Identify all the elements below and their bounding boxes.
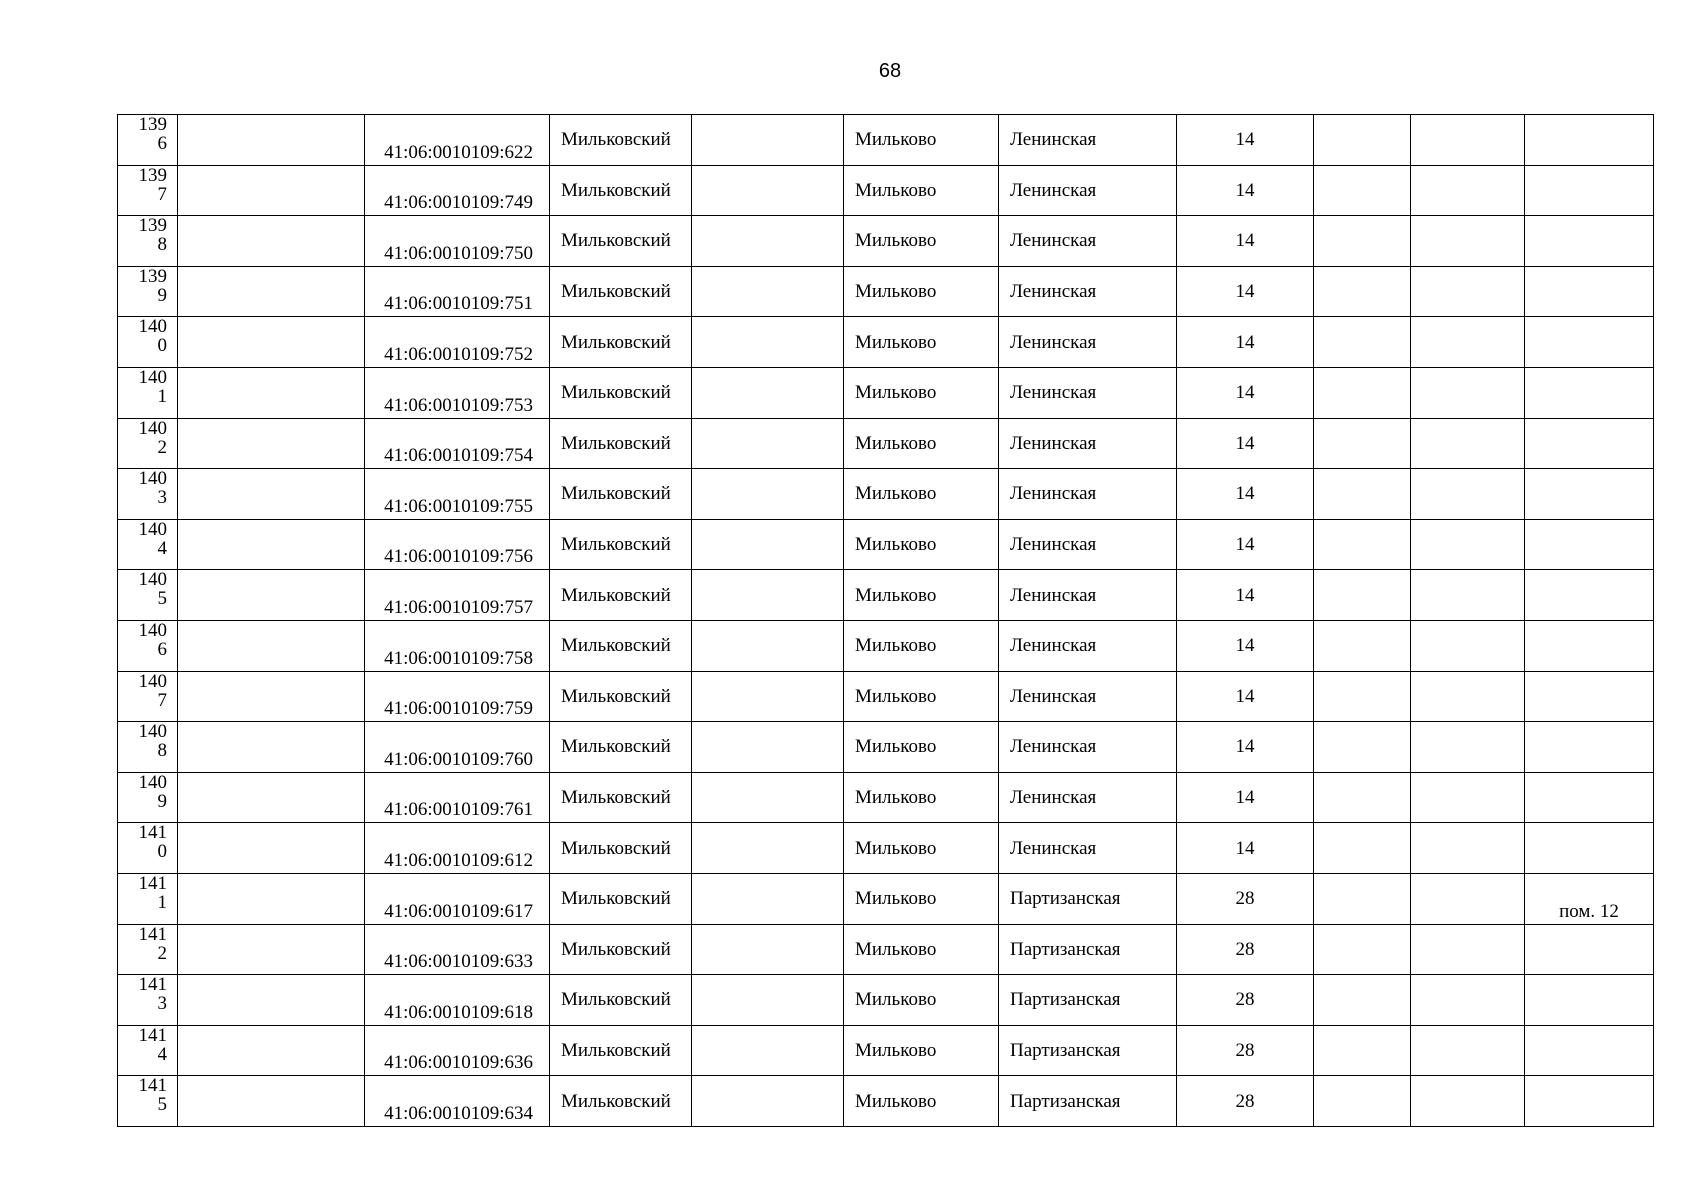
district-cell: Мильковский — [550, 469, 692, 520]
table-row — [118, 165, 1654, 216]
table-row — [118, 772, 1654, 823]
cadastral-number-cell: 41:06:0010109:761 — [365, 772, 550, 823]
cadastral-number-cell: 41:06:0010109:617 — [365, 873, 550, 924]
empty-cell — [178, 924, 365, 975]
district-cell: Мильковский — [550, 873, 692, 924]
empty-cell — [178, 418, 365, 469]
empty-cell — [178, 367, 365, 418]
row-number-top: 140 — [138, 772, 167, 793]
cadastral-number-cell: 41:06:0010109:756 — [365, 519, 550, 570]
street-cell: Ленинская — [999, 165, 1177, 216]
row-number-cell — [118, 924, 178, 975]
cadastral-number-cell: 41:06:0010109:633 — [365, 924, 550, 975]
empty-cell — [1314, 975, 1411, 1026]
row-number-bottom: 7 — [157, 183, 167, 205]
empty-cell — [692, 873, 844, 924]
house-number-cell: 14 — [1177, 823, 1314, 874]
street-cell: Ленинская — [999, 620, 1177, 671]
empty-cell — [178, 469, 365, 520]
room-cell — [1525, 1025, 1654, 1076]
empty-cell — [178, 1076, 365, 1127]
row-number-cell — [118, 873, 178, 924]
table-row — [118, 873, 1654, 924]
table-row — [118, 266, 1654, 317]
table-row — [118, 317, 1654, 368]
empty-cell — [1314, 165, 1411, 216]
district-cell: Мильковский — [550, 519, 692, 570]
empty-cell — [692, 1076, 844, 1127]
locality-cell: Мильково — [844, 620, 999, 671]
empty-cell — [692, 367, 844, 418]
locality-cell: Мильково — [844, 772, 999, 823]
table-row — [118, 1076, 1654, 1127]
row-number-bottom: 2 — [157, 436, 167, 458]
house-number-cell: 14 — [1177, 519, 1314, 570]
empty-cell — [692, 115, 844, 166]
row-number-top: 140 — [138, 418, 167, 439]
table-row — [118, 1025, 1654, 1076]
empty-cell — [692, 722, 844, 773]
district-cell: Мильковский — [550, 1025, 692, 1076]
district-cell: Мильковский — [550, 266, 692, 317]
house-number-cell: 28 — [1177, 975, 1314, 1026]
row-number-top: 141 — [138, 1075, 167, 1097]
room-cell — [1525, 216, 1654, 267]
house-number-cell: 14 — [1177, 620, 1314, 671]
table-row — [118, 722, 1654, 773]
street-cell: Ленинская — [999, 216, 1177, 267]
empty-cell — [1411, 671, 1525, 722]
room-cell — [1525, 924, 1654, 975]
house-number-cell: 14 — [1177, 367, 1314, 418]
empty-cell — [1411, 873, 1525, 924]
row-number-cell — [118, 266, 178, 317]
empty-cell — [1314, 1076, 1411, 1127]
empty-cell — [1314, 823, 1411, 874]
cadastral-number-cell: 41:06:0010109:622 — [365, 115, 550, 166]
empty-cell — [178, 165, 365, 216]
empty-cell — [178, 823, 365, 874]
street-cell: Ленинская — [999, 418, 1177, 469]
empty-cell — [1411, 266, 1525, 317]
row-number-top: 140 — [138, 367, 167, 388]
row-number-cell — [118, 418, 178, 469]
room-cell — [1525, 620, 1654, 671]
row-number-cell — [118, 115, 178, 166]
empty-cell — [178, 570, 365, 621]
district-cell: Мильковский — [550, 115, 692, 166]
row-number-bottom: 8 — [157, 740, 167, 762]
row-number-bottom: 6 — [157, 133, 167, 154]
street-cell: Ленинская — [999, 519, 1177, 570]
empty-cell — [1314, 519, 1411, 570]
locality-cell: Мильково — [844, 519, 999, 570]
cadastral-number-cell: 41:06:0010109:753 — [365, 367, 550, 418]
row-number-top: 141 — [138, 822, 167, 844]
locality-cell: Мильково — [844, 317, 999, 368]
house-number-cell: 14 — [1177, 216, 1314, 267]
cadastral-number-cell: 41:06:0010109:618 — [365, 975, 550, 1026]
row-number-bottom: 0 — [157, 841, 167, 863]
cadastral-number-cell: 41:06:0010109:752 — [365, 317, 550, 368]
empty-cell — [1411, 165, 1525, 216]
empty-cell — [1411, 975, 1525, 1026]
empty-cell — [1314, 1025, 1411, 1076]
room-cell — [1525, 772, 1654, 823]
table-body — [118, 115, 1654, 1127]
table-row — [118, 570, 1654, 621]
empty-cell — [1314, 620, 1411, 671]
empty-cell — [692, 519, 844, 570]
cadastral-number-cell: 41:06:0010109:750 — [365, 216, 550, 267]
district-cell: Мильковский — [550, 216, 692, 267]
district-cell: Мильковский — [550, 1076, 692, 1127]
empty-cell — [1411, 570, 1525, 621]
empty-cell — [178, 975, 365, 1026]
cadastral-number-cell: 41:06:0010109:754 — [365, 418, 550, 469]
empty-cell — [1314, 873, 1411, 924]
row-number-cell — [118, 570, 178, 621]
row-number-top: 139 — [138, 165, 167, 186]
locality-cell: Мильково — [844, 469, 999, 520]
empty-cell — [178, 722, 365, 773]
row-number-top: 141 — [138, 974, 167, 996]
row-number-cell — [118, 722, 178, 773]
row-number-bottom: 4 — [157, 1043, 167, 1065]
district-cell: Мильковский — [550, 570, 692, 621]
district-cell: Мильковский — [550, 367, 692, 418]
row-number-cell — [118, 165, 178, 216]
table-row — [118, 620, 1654, 671]
empty-cell — [1411, 722, 1525, 773]
room-cell — [1525, 975, 1654, 1026]
table-row — [118, 519, 1654, 570]
street-cell: Ленинская — [999, 367, 1177, 418]
empty-cell — [178, 873, 365, 924]
row-number-bottom: 3 — [157, 487, 167, 509]
street-cell: Партизанская — [999, 873, 1177, 924]
empty-cell — [1314, 570, 1411, 621]
house-number-cell: 28 — [1177, 924, 1314, 975]
empty-cell — [178, 266, 365, 317]
row-number-top: 141 — [138, 873, 167, 894]
row-number-top: 139 — [138, 114, 167, 135]
room-cell — [1525, 165, 1654, 216]
row-number-top: 141 — [138, 924, 167, 945]
house-number-cell: 14 — [1177, 418, 1314, 469]
empty-cell — [692, 165, 844, 216]
empty-cell — [1411, 367, 1525, 418]
row-number-bottom: 9 — [157, 790, 167, 812]
empty-cell — [692, 418, 844, 469]
empty-cell — [692, 924, 844, 975]
empty-cell — [1314, 722, 1411, 773]
empty-cell — [692, 216, 844, 267]
room-cell — [1525, 519, 1654, 570]
cadastral-number-cell: 41:06:0010109:634 — [365, 1076, 550, 1127]
empty-cell — [1411, 620, 1525, 671]
room-cell — [1525, 722, 1654, 773]
empty-cell — [1411, 924, 1525, 975]
locality-cell: Мильково — [844, 1076, 999, 1127]
row-number-bottom: 9 — [157, 284, 167, 306]
room-cell — [1525, 671, 1654, 722]
locality-cell: Мильково — [844, 418, 999, 469]
table-row — [118, 115, 1654, 166]
room-cell — [1525, 266, 1654, 317]
house-number-cell: 14 — [1177, 671, 1314, 722]
house-number-cell: 28 — [1177, 873, 1314, 924]
empty-cell — [692, 317, 844, 368]
room-cell — [1525, 823, 1654, 874]
row-number-cell — [118, 519, 178, 570]
street-cell: Партизанская — [999, 1025, 1177, 1076]
empty-cell — [178, 216, 365, 267]
locality-cell: Мильково — [844, 367, 999, 418]
locality-cell: Мильково — [844, 570, 999, 621]
empty-cell — [1411, 772, 1525, 823]
street-cell: Ленинская — [999, 772, 1177, 823]
empty-cell — [692, 1025, 844, 1076]
street-cell: Ленинская — [999, 823, 1177, 874]
table-row — [118, 975, 1654, 1026]
row-number-bottom: 4 — [157, 537, 167, 559]
house-number-cell: 14 — [1177, 570, 1314, 621]
district-cell: Мильковский — [550, 924, 692, 975]
empty-cell — [1314, 469, 1411, 520]
row-number-top: 140 — [138, 721, 167, 743]
street-cell: Ленинская — [999, 317, 1177, 368]
locality-cell: Мильково — [844, 165, 999, 216]
empty-cell — [178, 115, 365, 166]
street-cell: Ленинская — [999, 469, 1177, 520]
district-cell: Мильковский — [550, 772, 692, 823]
room-cell — [1525, 115, 1654, 166]
row-number-top: 140 — [138, 519, 167, 540]
street-cell: Партизанская — [999, 1076, 1177, 1127]
cadastral-number-cell: 41:06:0010109:757 — [365, 570, 550, 621]
empty-cell — [178, 671, 365, 722]
row-number-cell — [118, 216, 178, 267]
row-number-cell — [118, 620, 178, 671]
empty-cell — [1411, 418, 1525, 469]
cadastral-number-cell: 41:06:0010109:636 — [365, 1025, 550, 1076]
row-number-bottom: 8 — [157, 234, 167, 256]
row-number-bottom: 5 — [157, 588, 167, 610]
cadastral-number-cell: 41:06:0010109:612 — [365, 823, 550, 874]
empty-cell — [1314, 418, 1411, 469]
row-number-bottom: 7 — [157, 689, 167, 711]
empty-cell — [1411, 519, 1525, 570]
page-number: 68 — [878, 60, 902, 82]
empty-cell — [178, 772, 365, 823]
district-cell: Мильковский — [550, 165, 692, 216]
row-number-bottom: 1 — [157, 891, 167, 913]
empty-cell — [178, 620, 365, 671]
table-row — [118, 469, 1654, 520]
district-cell: Мильковский — [550, 823, 692, 874]
empty-cell — [692, 823, 844, 874]
room-cell — [1525, 469, 1654, 520]
row-number-top: 140 — [138, 671, 167, 692]
empty-cell — [692, 620, 844, 671]
district-cell: Мильковский — [550, 620, 692, 671]
row-number-cell — [118, 975, 178, 1026]
row-number-bottom: 0 — [157, 335, 167, 357]
empty-cell — [1411, 823, 1525, 874]
empty-cell — [1314, 772, 1411, 823]
cadastral-number-cell: 41:06:0010109:759 — [365, 671, 550, 722]
table-row — [118, 924, 1654, 975]
locality-cell: Мильково — [844, 975, 999, 1026]
empty-cell — [178, 317, 365, 368]
row-number-cell — [118, 772, 178, 823]
empty-cell — [1314, 216, 1411, 267]
house-number-cell: 28 — [1177, 1076, 1314, 1127]
empty-cell — [1314, 367, 1411, 418]
house-number-cell: 14 — [1177, 115, 1314, 166]
empty-cell — [1314, 115, 1411, 166]
empty-cell — [178, 519, 365, 570]
street-cell: Ленинская — [999, 115, 1177, 166]
empty-cell — [1411, 469, 1525, 520]
row-number-top: 140 — [138, 620, 167, 641]
locality-cell: Мильково — [844, 873, 999, 924]
house-number-cell: 14 — [1177, 772, 1314, 823]
row-number-cell — [118, 469, 178, 520]
row-number-top: 140 — [138, 316, 167, 338]
row-number-cell — [118, 1076, 178, 1127]
row-number-top: 140 — [138, 468, 167, 490]
row-number-top: 139 — [138, 215, 167, 237]
table-row — [118, 367, 1654, 418]
empty-cell — [1411, 317, 1525, 368]
empty-cell — [1314, 671, 1411, 722]
row-number-top: 140 — [138, 569, 167, 591]
cadastral-number-cell: 41:06:0010109:755 — [365, 469, 550, 520]
empty-cell — [1314, 924, 1411, 975]
row-number-cell — [118, 1025, 178, 1076]
locality-cell: Мильково — [844, 924, 999, 975]
cadastral-number-cell: 41:06:0010109:758 — [365, 620, 550, 671]
house-number-cell: 14 — [1177, 266, 1314, 317]
cadastral-number-cell: 41:06:0010109:751 — [365, 266, 550, 317]
empty-cell — [178, 1025, 365, 1076]
locality-cell: Мильково — [844, 266, 999, 317]
room-cell — [1525, 317, 1654, 368]
empty-cell — [1411, 115, 1525, 166]
room-cell — [1525, 367, 1654, 418]
empty-cell — [1411, 1025, 1525, 1076]
empty-cell — [1314, 317, 1411, 368]
district-cell: Мильковский — [550, 317, 692, 368]
empty-cell — [1314, 266, 1411, 317]
room-cell — [1525, 1076, 1654, 1127]
row-number-bottom: 5 — [157, 1094, 167, 1116]
row-number-cell — [118, 671, 178, 722]
street-cell: Ленинская — [999, 671, 1177, 722]
street-cell: Ленинская — [999, 570, 1177, 621]
room-cell: пом. 12 — [1525, 873, 1654, 924]
row-number-bottom: 2 — [157, 942, 167, 964]
locality-cell: Мильково — [844, 671, 999, 722]
locality-cell: Мильково — [844, 216, 999, 267]
street-cell: Ленинская — [999, 722, 1177, 773]
room-cell — [1525, 418, 1654, 469]
row-number-cell — [118, 823, 178, 874]
house-number-cell: 14 — [1177, 317, 1314, 368]
district-cell: Мильковский — [550, 722, 692, 773]
empty-cell — [692, 570, 844, 621]
table-row — [118, 671, 1654, 722]
room-cell — [1525, 570, 1654, 621]
street-cell: Ленинская — [999, 266, 1177, 317]
empty-cell — [1411, 216, 1525, 267]
table-row — [118, 823, 1654, 874]
district-cell: Мильковский — [550, 975, 692, 1026]
empty-cell — [692, 772, 844, 823]
empty-cell — [692, 975, 844, 1026]
house-number-cell: 14 — [1177, 165, 1314, 216]
empty-cell — [692, 671, 844, 722]
row-number-cell — [118, 367, 178, 418]
house-number-cell: 28 — [1177, 1025, 1314, 1076]
house-number-cell: 14 — [1177, 469, 1314, 520]
row-number-top: 141 — [138, 1025, 167, 1046]
empty-cell — [1411, 1076, 1525, 1127]
empty-cell — [692, 469, 844, 520]
row-number-bottom: 3 — [157, 993, 167, 1015]
street-cell: Партизанская — [999, 975, 1177, 1026]
table-row — [118, 216, 1654, 267]
empty-cell — [692, 266, 844, 317]
street-cell: Партизанская — [999, 924, 1177, 975]
locality-cell: Мильково — [844, 1025, 999, 1076]
cadastral-number-cell: 41:06:0010109:749 — [365, 165, 550, 216]
house-number-cell: 14 — [1177, 722, 1314, 773]
locality-cell: Мильково — [844, 722, 999, 773]
row-number-cell — [118, 317, 178, 368]
row-number-bottom: 1 — [157, 385, 167, 407]
district-cell: Мильковский — [550, 671, 692, 722]
table-row — [118, 418, 1654, 469]
row-number-top: 139 — [138, 266, 167, 287]
registry-table — [117, 114, 1654, 1127]
locality-cell: Мильково — [844, 115, 999, 166]
district-cell: Мильковский — [550, 418, 692, 469]
row-number-bottom: 6 — [157, 638, 167, 660]
locality-cell: Мильково — [844, 823, 999, 874]
cadastral-number-cell: 41:06:0010109:760 — [365, 722, 550, 773]
